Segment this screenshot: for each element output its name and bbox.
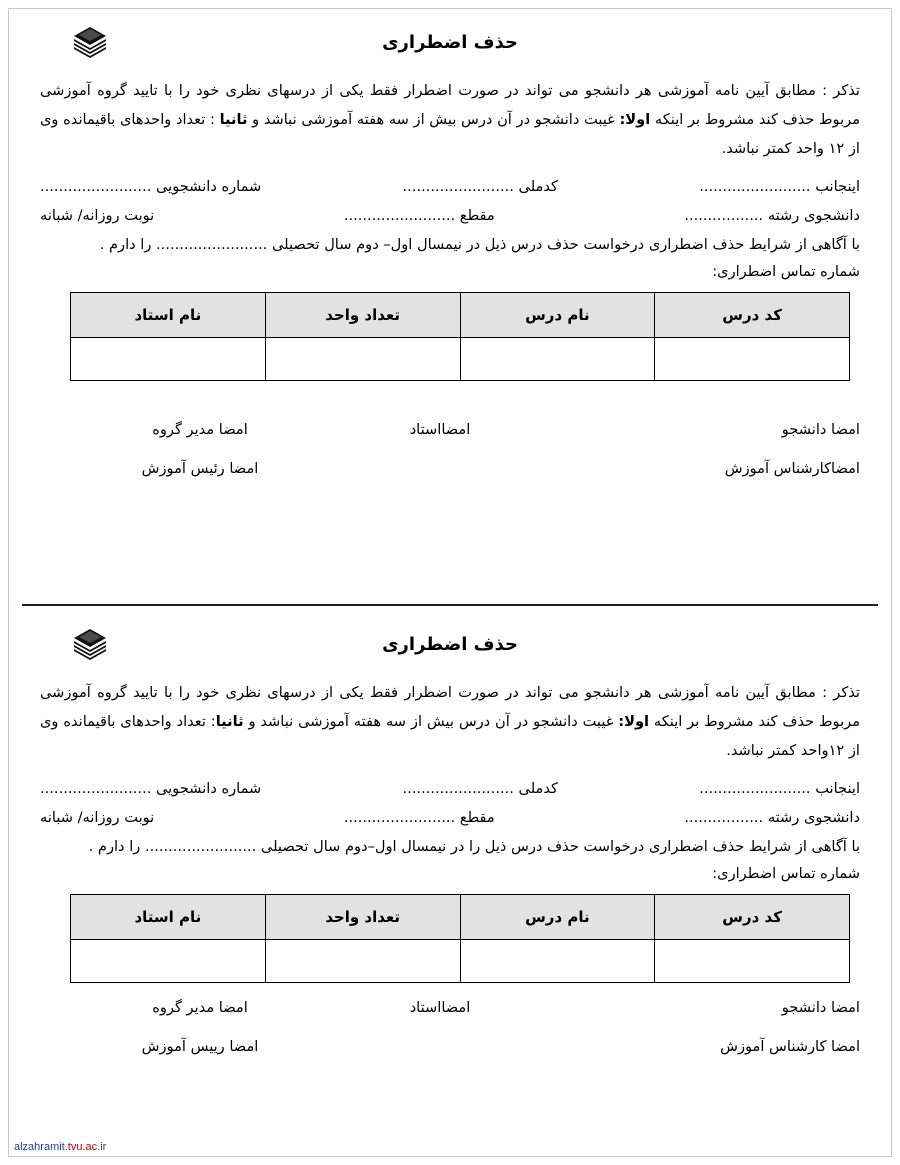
signature-row-2 xyxy=(40,460,860,477)
signature-education-expert: امضا کارشناس آموزش xyxy=(720,1037,860,1055)
column-header-professor: نام استاد xyxy=(71,292,266,337)
watermark-part-3: .ir xyxy=(97,1141,107,1153)
field-major xyxy=(684,207,860,224)
cell-units[interactable] xyxy=(265,939,460,982)
cell-professor[interactable] xyxy=(71,337,266,380)
note-text-3: : تعداد واحدهای باقیمانده وی از ۱۲ واحد کمتر نباشد. xyxy=(40,111,860,158)
university-logo-icon xyxy=(70,626,110,662)
field-name-label: اینجانب xyxy=(815,779,860,797)
field-level-label: مقطع xyxy=(459,808,495,826)
field-national-id-input[interactable]: ........................ xyxy=(402,779,514,797)
field-level-input[interactable]: ........................ xyxy=(343,808,456,826)
field-level xyxy=(344,207,495,224)
signature-row-1 xyxy=(40,999,860,1016)
field-student-number xyxy=(40,780,261,797)
signature-spacer xyxy=(320,460,560,477)
signature-education-head: امضا رییس آموزش xyxy=(141,1037,259,1055)
signature-row-2 xyxy=(40,1038,860,1055)
signature-education-expert: امضاکارشناس آموزش xyxy=(724,459,860,477)
table-row xyxy=(71,337,850,380)
field-level xyxy=(344,809,495,826)
field-major xyxy=(684,809,860,826)
signatures-block xyxy=(40,421,860,477)
field-national-id-label: کدملی xyxy=(518,177,558,195)
field-national-id-input[interactable]: ........................ xyxy=(402,177,514,195)
declaration-term-input[interactable]: ........................ xyxy=(144,837,257,855)
watermark-part-1: alzahramit. xyxy=(14,1141,68,1153)
field-student-number xyxy=(40,178,261,195)
field-level-label: مقطع xyxy=(459,206,495,224)
signature-spacer xyxy=(320,1038,560,1055)
field-name-input[interactable]: ........................ xyxy=(699,779,811,797)
field-name xyxy=(699,178,860,195)
signature-education-head: امضا رئیس آموزش xyxy=(141,459,259,477)
declaration-text-2: را دارم . xyxy=(99,235,152,253)
field-line-1 xyxy=(40,178,860,195)
signatures-block xyxy=(40,999,860,1055)
form-header-bottom xyxy=(40,620,860,672)
field-national-id-label: کدملی xyxy=(518,779,558,797)
cell-course-name[interactable] xyxy=(460,939,655,982)
declaration-text-2: را دارم . xyxy=(88,837,141,855)
signature-group-manager: امضا مدیر گروه xyxy=(152,420,248,438)
field-level-input[interactable]: ........................ xyxy=(343,206,456,224)
cell-units[interactable] xyxy=(265,337,460,380)
form-header-top xyxy=(40,18,860,70)
field-shift[interactable]: نوبت روزانه/ شبانه xyxy=(40,206,155,224)
field-national-id xyxy=(403,178,558,195)
field-student-number-label: شماره دانشجویی xyxy=(156,177,262,195)
field-name xyxy=(699,780,860,797)
field-student-number-input[interactable]: ........................ xyxy=(40,779,152,797)
cell-course-name[interactable] xyxy=(460,337,655,380)
field-name-label: اینجانب xyxy=(815,177,860,195)
emergency-phone-label: شماره تماس اضطراری: xyxy=(712,864,860,882)
signature-group-manager: امضا مدیر گروه xyxy=(152,998,248,1016)
column-header-professor: نام استاد xyxy=(71,894,266,939)
note-text-3: : تعداد واحدهای باقیمانده وی از ۱۲واحد کمتر نباشد. xyxy=(40,713,860,760)
field-line-1 xyxy=(40,780,860,797)
note-bold-first: اولا: xyxy=(618,713,650,731)
note-bold-second: ثانیا xyxy=(219,111,248,129)
declaration-line xyxy=(40,838,860,855)
note-bold-first: اولا: xyxy=(619,111,651,129)
university-logo-icon xyxy=(70,24,110,60)
note-text-1: تذکر : مطابق آیین نامه آموزشی هر دانشجو می تواند در صورت اضطرار فقط یکی از درسهای نظری خود را با تایید گروه آموزشی مربوط حذف کند مشروط بر اینکه xyxy=(40,82,861,129)
site-watermark xyxy=(14,1141,106,1153)
field-line-2 xyxy=(40,809,860,826)
forms-divider xyxy=(22,604,878,606)
student-fields xyxy=(40,780,860,826)
table-header-row xyxy=(71,292,850,337)
field-shift[interactable]: نوبت روزانه/ شبانه xyxy=(40,808,155,826)
signature-student: امضا دانشجو xyxy=(781,420,860,438)
signature-student: امضا دانشجو xyxy=(781,998,860,1016)
column-header-course-name: نام درس xyxy=(460,292,655,337)
field-student-number-input[interactable]: ........................ xyxy=(40,177,152,195)
note-text-1: تذکر : مطابق آیین نامه آموزشی هر دانشجو می تواند در صورت اضطرار فقط یکی از درسهای نظری خود را با تایید گروه آموزشی مربوط حذف کند مشروط بر اینکه xyxy=(40,684,861,731)
form-note xyxy=(40,678,860,766)
column-header-units: تعداد واحد xyxy=(265,894,460,939)
student-fields xyxy=(40,178,860,224)
field-student-number-label: شماره دانشجویی xyxy=(156,779,262,797)
emergency-drop-form-bottom xyxy=(40,620,860,1077)
declaration-text-1: با آگاهی از شرایط حذف اضطراری درخواست حذف درس ذیل را در نیمسال اول–دوم سال تحصیلی xyxy=(260,837,860,855)
cell-course-code[interactable] xyxy=(655,337,850,380)
field-line-2 xyxy=(40,207,860,224)
field-major-label: دانشجوی رشته xyxy=(767,206,860,224)
field-name-input[interactable]: ........................ xyxy=(699,177,811,195)
cell-professor[interactable] xyxy=(71,939,266,982)
watermark-part-2: tvu.ac xyxy=(67,1141,98,1153)
note-text-2: غیبت دانشجو در آن درس بیش از سه هفته آموزشی نباشد و xyxy=(247,111,620,129)
table-header-row xyxy=(71,894,850,939)
field-major-label: دانشجوی رشته xyxy=(767,808,860,826)
column-header-course-name: نام درس xyxy=(460,894,655,939)
declaration-line xyxy=(40,236,860,253)
signature-professor: امضااستاد xyxy=(409,420,471,438)
form-title: حذف اضطراری xyxy=(382,634,518,655)
column-header-units: تعداد واحد xyxy=(265,292,460,337)
courses-table xyxy=(70,292,850,381)
signature-row-1 xyxy=(40,421,860,438)
cell-course-code[interactable] xyxy=(655,939,850,982)
emergency-drop-form-top xyxy=(40,18,860,499)
form-title: حذف اضطراری xyxy=(382,32,518,53)
field-major-input[interactable]: ................. xyxy=(684,206,764,224)
column-header-course-code: کد درس xyxy=(655,894,850,939)
emergency-phone-label: شماره تماس اضطراری: xyxy=(712,262,860,280)
declaration-text-1: با آگاهی از شرایط حذف اضطراری درخواست حذف درس ذیل در نیمسال اول– دوم سال تحصیلی xyxy=(272,235,860,253)
note-text-2: غیبت دانشجو در آن درس بیش از سه هفته آموزشی نباشد و xyxy=(243,713,619,731)
table-row xyxy=(71,939,850,982)
column-header-course-code: کد درس xyxy=(655,292,850,337)
signature-professor: امضااستاد xyxy=(409,998,471,1016)
field-major-input[interactable]: ................. xyxy=(684,808,764,826)
note-bold-second: ثانیا xyxy=(215,713,244,731)
form-note xyxy=(40,76,860,164)
declaration-term-input[interactable]: ........................ xyxy=(156,235,268,253)
courses-table xyxy=(70,894,850,983)
field-national-id xyxy=(403,780,558,797)
